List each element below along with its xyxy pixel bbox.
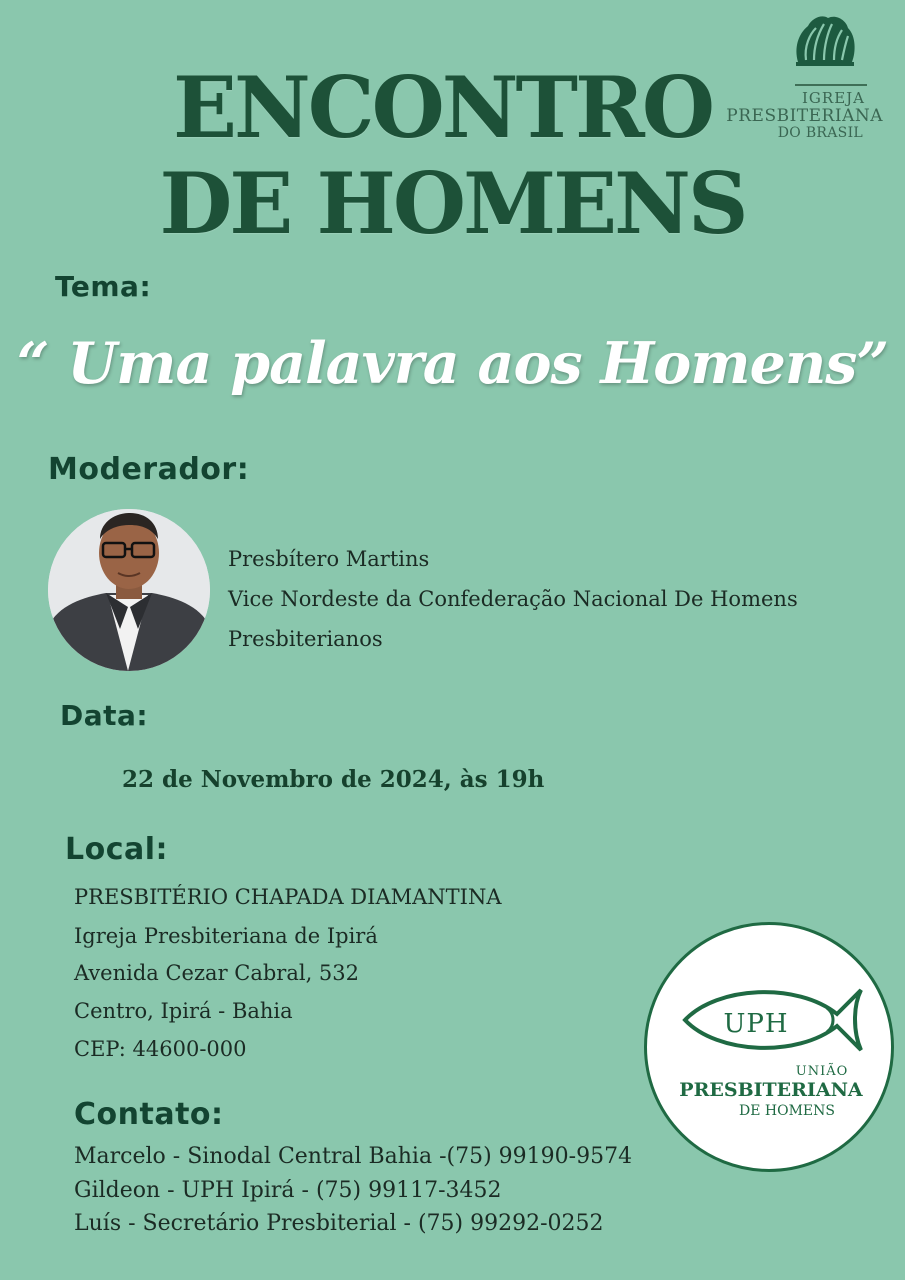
uph-logo bbox=[644, 922, 894, 1172]
contact-line: Luís - Secretário Presbiterial - (75) 99292-0252 bbox=[74, 1211, 604, 1236]
ipb-logo bbox=[720, 12, 885, 141]
uph-abbr: UPH bbox=[723, 1009, 789, 1039]
uph-line-1: UNIÃO bbox=[795, 1064, 849, 1079]
contact-label: Contato: bbox=[74, 1097, 224, 1132]
location-line: Centro, Ipirá - Bahia bbox=[74, 999, 293, 1023]
event-date: 22 de Novembro de 2024, às 19h bbox=[122, 766, 545, 793]
ipb-logo-line-3: DO BRASIL bbox=[777, 125, 863, 141]
moderator-name: Presbítero Martins bbox=[228, 547, 430, 571]
uph-line-2: PRESBITERIANA bbox=[679, 1079, 863, 1101]
uph-line-3: DE HOMENS bbox=[739, 1103, 835, 1119]
date-label: Data: bbox=[60, 699, 149, 732]
moderator-label: Moderador: bbox=[48, 452, 250, 487]
ipb-logo-line-2: PRESBITERIANA bbox=[726, 106, 883, 126]
contact-line: Marcelo - Sinodal Central Bahia -(75) 99190-9574 bbox=[74, 1144, 633, 1169]
event-title-line-1: ENCONTRO bbox=[172, 58, 713, 157]
location-line: CEP: 44600-000 bbox=[74, 1037, 247, 1061]
ipb-logo-line-1: IGREJA bbox=[802, 89, 865, 107]
theme-label: Tema: bbox=[55, 270, 152, 303]
location-line: PRESBITÉRIO CHAPADA DIAMANTINA bbox=[74, 885, 502, 909]
burning-bush-icon bbox=[792, 12, 858, 68]
contact-line: Gildeon - UPH Ipirá - (75) 99117-3452 bbox=[74, 1178, 502, 1203]
moderator-photo bbox=[48, 509, 210, 671]
location-label: Local: bbox=[65, 832, 169, 867]
moderator-role-line-1: Vice Nordeste da Confederação Nacional De Homens bbox=[228, 587, 798, 611]
location-line: Avenida Cezar Cabral, 532 bbox=[74, 961, 360, 985]
ipb-logo-divider bbox=[795, 84, 867, 86]
event-title-line-2: DE HOMENS bbox=[159, 154, 746, 253]
moderator-avatar bbox=[48, 509, 210, 671]
theme-text: “ Uma palavra aos Homens” bbox=[16, 330, 889, 397]
location-line: Igreja Presbiteriana de Ipirá bbox=[74, 924, 378, 948]
moderator-role-line-2: Presbiterianos bbox=[228, 627, 383, 651]
